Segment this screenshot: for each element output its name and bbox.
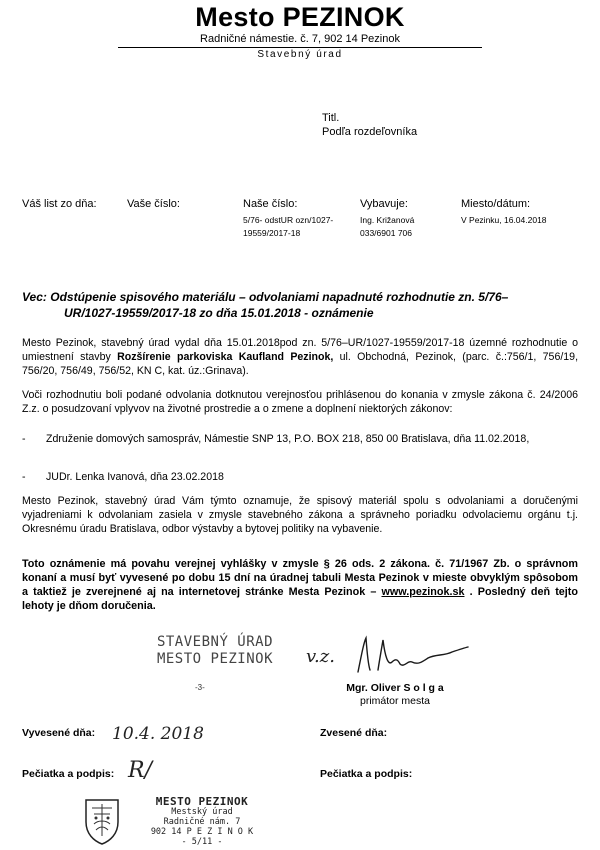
our-number-value-2: 19559/2017-18 bbox=[243, 228, 301, 238]
appeal-item-1-text: Združenie domových samospráv, Námestie SNP 13, P.O. BOX 218, 850 00 Bratislava, dňa 11.02.2018, bbox=[46, 433, 530, 445]
stamp2-line-4: 902 14 P E Z I N O K bbox=[150, 827, 254, 837]
signer-role: primátor mesta bbox=[359, 695, 431, 707]
header-divider bbox=[118, 47, 482, 48]
website-link[interactable]: www.pezinok.sk bbox=[381, 586, 465, 598]
appeal-item-2-text: JUDr. Lenka Ivanová, dňa 23.02.2018 bbox=[46, 471, 224, 483]
seal-sign-label-right: Pečiatka a podpis: bbox=[320, 768, 413, 780]
construction-name: Rozšírenie parkoviska Kaufland Pezinok, bbox=[117, 351, 334, 363]
our-number-label: Naše číslo: bbox=[243, 198, 298, 210]
posted-label: Vyvesené dňa: bbox=[22, 727, 96, 739]
coat-of-arms-icon bbox=[82, 796, 122, 846]
stamp2-line-1: MESTO PEZINOK bbox=[155, 795, 249, 808]
appeal-item-2 bbox=[22, 470, 578, 484]
paragraph-decision bbox=[22, 336, 578, 378]
paragraph-notification: Mesto Pezinok, stavebný úrad Vám týmto oznamuje, že spisový materiál spolu s odvolaniami a doručenými vyjadreniami k odvolaniam zasiela v zmysle stavebného zákona a správneho poriadku odvolaciemu orgánu t.j. Okresnému úradu Bratislava, odbor výstavby a bytovej politiky na vybavenie. bbox=[22, 495, 578, 535]
public-notice bbox=[22, 557, 578, 613]
signer-name: Mgr. Oliver S o l g a bbox=[346, 682, 444, 694]
recipient-title: Titl. bbox=[322, 112, 340, 124]
handles-value-1: Ing. Križanová bbox=[360, 215, 415, 225]
your-number-label: Vaše číslo: bbox=[127, 198, 180, 210]
office-stamp bbox=[140, 634, 290, 668]
city-address: Radničné námestie. č. 7, 902 14 Pezinok bbox=[200, 33, 400, 45]
handles-label: Vybavuje: bbox=[360, 198, 408, 210]
paragraph-decision-text-a: Mesto Pezinok, stavebný úrad vydal dňa 15.01.2018pod zn. 5/76–UR/1027-19559/2017-18 územné rozhodnutie o umiestnení stavby bbox=[22, 337, 578, 363]
seal-signature-handwritten: R/ bbox=[128, 758, 152, 783]
list-dash: - bbox=[22, 433, 26, 445]
subject-line-1: Vec: Odstúpenie spisového materiálu – odvolaniami napadnuté rozhodnutie zn. 5/76– bbox=[22, 290, 509, 304]
municipal-stamp-text bbox=[122, 797, 282, 847]
handles-value-2: 033/6901 706 bbox=[360, 228, 412, 238]
paragraph-appeals: Voči rozhodnutiu boli podané odvolania dotknutou verejnosťou prihlásenou do konania v zmysle zákona č. 24/2006 Z.z. o posudzovaní vplyvov na životné prostredie a o zmene a doplnení niektorých zákonov: bbox=[22, 389, 578, 415]
your-letter-label: Váš list zo dňa: bbox=[22, 198, 97, 210]
stamp2-line-2: Mestský úrad bbox=[171, 807, 233, 817]
recipient-name: Podľa rozdeľovníka bbox=[322, 126, 418, 138]
place-date-value: V Pezinku, 16.04.2018 bbox=[461, 215, 547, 225]
notice-text: Toto oznámenie má povahu verejnej vyhlášky v zmysle § 26 ods. 2 zákona. č. 71/1967 Zb. o správnom konaní a musí byť vyvesené po dobu 15 dní na úradnej tabuli Mesta Pezinok v mieste obvyklým spôsobom a taktiež je zverejnené aj na internetovej stránke Mesta Pezinok – bbox=[22, 558, 578, 598]
notice-tail: . Posledný deň tejto lehoty je dňom doručenia. bbox=[22, 586, 578, 612]
stamp-line-1: STAVEBNÝ ÚRAD bbox=[156, 634, 274, 650]
paragraph-decision-text-c: ul. Obchodná, Pezinok, (parc. č.:756/1, 756/19, 756/20, 756/49, 756/52, KN C, kat. úz.:Grinava). bbox=[22, 351, 579, 377]
appeal-item-1 bbox=[22, 432, 578, 446]
signature-prefix: v.z. bbox=[306, 646, 335, 667]
city-title: Mesto PEZINOK bbox=[195, 2, 405, 32]
subject-line-2: UR/1027-19559/2017-18 zo dňa 15.01.2018 - oznámenie bbox=[64, 306, 374, 320]
our-number-value-1: 5/76- odstUR ozn/1027- bbox=[243, 215, 334, 225]
page-number: -3- bbox=[195, 683, 205, 692]
signature-scribble bbox=[352, 632, 472, 677]
list-dash: - bbox=[22, 471, 26, 483]
stamp-line-2: MESTO PEZINOK bbox=[156, 651, 274, 667]
stamp2-line-5: - 5/11 - bbox=[181, 837, 223, 847]
seal-sign-label-left: Pečiatka a podpis: bbox=[22, 768, 115, 780]
subject bbox=[22, 289, 582, 321]
stamp2-line-3: Radničné nám. 7 bbox=[163, 817, 241, 827]
office-name: Stavebný úrad bbox=[257, 49, 343, 60]
place-date-label: Miesto/dátum: bbox=[461, 198, 531, 210]
removed-label: Zvesené dňa: bbox=[320, 727, 388, 739]
municipal-stamp bbox=[80, 796, 285, 850]
posted-date-handwritten: 10.4. 2018 bbox=[112, 724, 204, 744]
